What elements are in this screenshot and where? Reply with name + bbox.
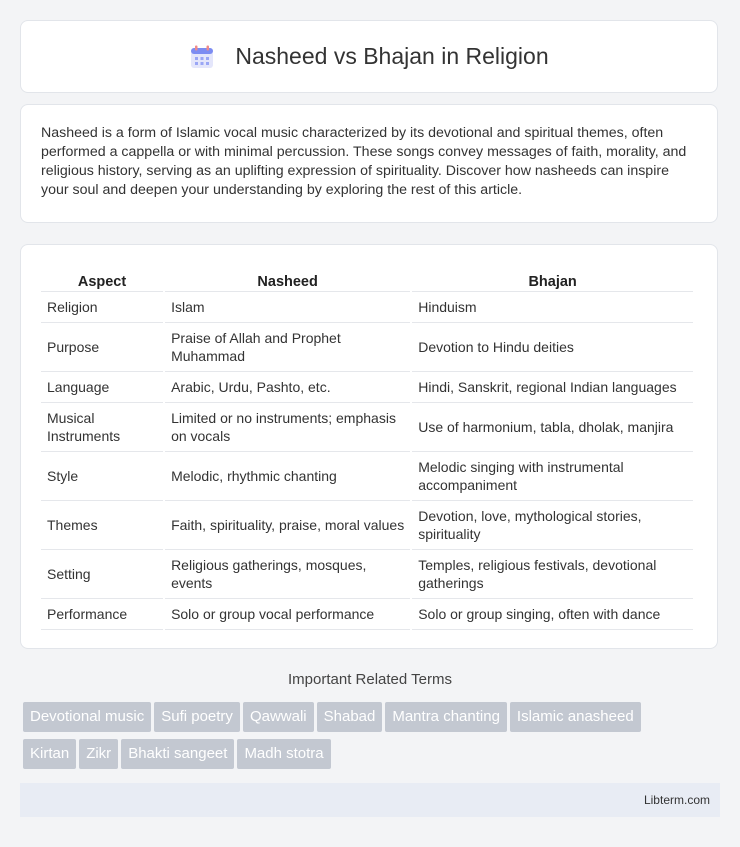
comparison-card (20, 244, 718, 649)
related-term-tag[interactable]: Kirtan (23, 739, 76, 769)
cell-bhajan: Use of harmonium, tabla, dholak, manjira (412, 403, 693, 452)
cell-bhajan: Devotion, love, mythological stories, spirituality (412, 501, 693, 550)
comparison-table (39, 265, 695, 630)
cell-nasheed: Islam (165, 292, 410, 323)
cell-nasheed: Solo or group vocal performance (165, 599, 410, 630)
related-term-tag[interactable]: Zikr (79, 739, 118, 769)
cell-bhajan: Devotion to Hindu deities (412, 323, 693, 372)
cell-bhajan: Solo or group singing, often with dance (412, 599, 693, 630)
header-aspect: Aspect (41, 265, 163, 292)
cell-aspect: Style (41, 452, 163, 501)
cell-nasheed: Melodic, rhythmic chanting (165, 452, 410, 501)
cell-aspect: Language (41, 372, 163, 403)
cell-nasheed: Limited or no instruments; emphasis on vocals (165, 403, 410, 452)
intro-card (20, 104, 718, 223)
table-row (41, 452, 693, 501)
cell-nasheed: Religious gatherings, mosques, events (165, 550, 410, 599)
related-term-tag[interactable]: Bhakti sangeet (121, 739, 234, 769)
cell-aspect: Musical Instruments (41, 403, 163, 452)
cell-bhajan: Hindi, Sanskrit, regional Indian languages (412, 372, 693, 403)
cell-aspect: Themes (41, 501, 163, 550)
related-term-tag[interactable]: Mantra chanting (385, 702, 507, 732)
related-terms-list (23, 702, 723, 776)
related-term-tag[interactable]: Madh stotra (237, 739, 330, 769)
header-bhajan: Bhajan (412, 265, 693, 292)
cell-bhajan: Temples, religious festivals, devotional gatherings (412, 550, 693, 599)
header-card (20, 20, 718, 93)
related-term-tag[interactable]: Shabad (317, 702, 383, 732)
table-row (41, 323, 693, 372)
table-row (41, 292, 693, 323)
table-row (41, 550, 693, 599)
related-terms-title: Important Related Terms (288, 671, 452, 688)
related-term-tag[interactable]: Sufi poetry (154, 702, 240, 732)
cell-bhajan: Melodic singing with instrumental accompaniment (412, 452, 693, 501)
intro-text: Nasheed is a form of Islamic vocal music characterized by its devotional and spiritual themes, often performed a cappella or with minimal percussion. These songs convey messages of faith, morality, and religious history, serving as an uplifting expression of spirituality. Discover how nasheeds can inspire your soul and deepen your understanding by exploring the rest of this article. (41, 125, 687, 198)
cell-aspect: Performance (41, 599, 163, 630)
table-row (41, 599, 693, 630)
related-term-tag[interactable]: Qawwali (243, 702, 314, 732)
related-term-tag[interactable]: Devotional music (23, 702, 151, 732)
page-title: Nasheed vs Bhajan in Religion (235, 43, 549, 69)
cell-bhajan: Hinduism (412, 292, 693, 323)
header-nasheed: Nasheed (165, 265, 410, 292)
table-row (41, 501, 693, 550)
cell-nasheed: Praise of Allah and Prophet Muhammad (165, 323, 410, 372)
related-term-tag[interactable]: Islamic anasheed (510, 702, 641, 732)
footer-site-link[interactable]: Libterm.com (643, 793, 710, 807)
table-row (41, 403, 693, 452)
footer (20, 783, 720, 817)
table-row (41, 372, 693, 403)
cell-aspect: Religion (41, 292, 163, 323)
cell-nasheed: Arabic, Urdu, Pashto, etc. (165, 372, 410, 403)
cell-aspect: Purpose (41, 323, 163, 372)
cell-nasheed: Faith, spirituality, praise, moral values (165, 501, 410, 550)
cell-aspect: Setting (41, 550, 163, 599)
calendar-icon (189, 44, 215, 70)
